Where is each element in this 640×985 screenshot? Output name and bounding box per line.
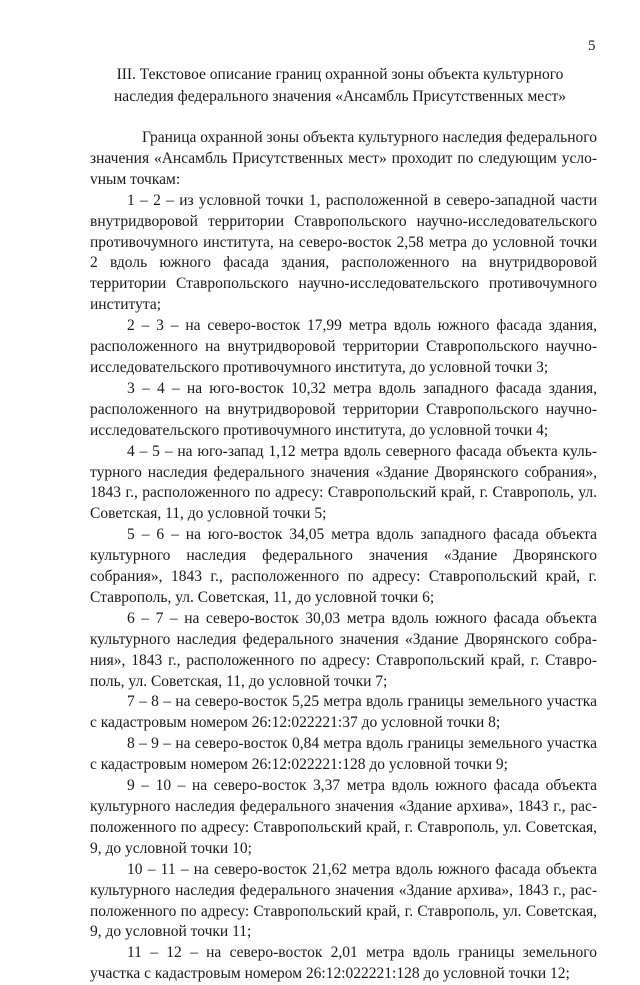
section-heading-line: наследия федерального значения «Ансамбль Присутственных мест» [114, 88, 566, 105]
boundary-point-paragraph: 3 – 4 – на юго-восток 10,32 метра вдоль западного фасада здания, расположенного на внутридворовой территории Ставропольского научно-исследовательского противочумного института, до условной точки 4; [90, 379, 597, 439]
boundary-point-paragraph: 5 – 6 – на юго-восток 34,05 метра вдоль западного фасада объекта культурного наследия федерального значения «Здание Дворянского собрания», 1843 г., расположенного по адресу: Ставропольский край, г. Ставрополь, ул. Советская, 11, до условной точки 6; [90, 526, 597, 606]
section-heading-line: III. Текстовое описание границ охранной зоны объекта культурного [116, 66, 564, 83]
boundary-point-paragraph: 1 – 2 – из условной точки 1, расположенной в северо-западной части внутридворовой территории Ставропольского научно-исследовательского противочумного института, на северо-восток 2,58 метра до условной точки 2 вдоль южного фасада здания, расположенного на внутридворовой территории Ставропольского научно-исследовательского противочумного института; [90, 191, 597, 314]
boundary-point-paragraph: 11 – 12 – на северо-восток 2,01 метра вдоль границы земельного участка с кадастровым номером 26:12:022221:128 до условной точки 12; [90, 944, 597, 983]
boundary-point-paragraph: 8 – 9 – на северо-восток 0,84 метра вдоль границы земельного участка с кадастровым номером 26:12:022221:128 до условной точки 9; [90, 735, 597, 774]
page-number: 5 [588, 38, 596, 54]
boundary-point-paragraph: 9 – 10 – на северо-восток 3,37 метра вдоль южного фасада объекта культурного наследия федерального значения «Здание архива», 1843 г., расположенного по адресу: Ставропольский край, г. Ставрополь, ул. Советская, 9, до условной точки 10; [90, 777, 597, 857]
boundary-point-paragraph: 6 – 7 – на северо-восток 30,03 метра вдоль южного фасада объекта культурного наследия федерального значения «Здание Дворянского собрания», 1843 г., расположенного по адресу: Ставропольский край, г. Ставрополь, ул. Советская, 11, до условной точки 7; [90, 609, 597, 690]
section-heading [90, 64, 590, 108]
boundary-point-paragraph: 4 – 5 – на юго-запад 1,12 метра вдоль северного фасада объекта культурного наследия федерального значения «Здание Дворянского собрания», 1843 г., расположенного по адресу: Ставропольский край, г. Ставрополь, ул. Советская, 11, до условной точки 5; [90, 442, 597, 523]
intro-paragraph: Граница охранной зоны объекта культурного наследия федерального значения «Ансамбль Присутственных мест» проходит по следующим услоvным точкам: [90, 129, 597, 188]
boundary-description [90, 128, 597, 985]
boundary-point-paragraph: 10 – 11 – на северо-восток 21,62 метра вдоль южного фасада объекта культурного наследия федерального значения «Здание архива», 1843 г., расположенного по адресу: Ставропольский край, г. Ставрополь, ул. Советская, 9, до условной точки 11; [90, 860, 597, 941]
boundary-point-paragraph: 7 – 8 – на северо-восток 5,25 метра вдоль границы земельного участка с кадастровым номером 26:12:022221:37 до условной точки 8; [90, 693, 597, 732]
boundary-point-paragraph: 2 – 3 – на северо-восток 17,99 метра вдоль южного фасада здания, расположенного на внутридворовой территории Ставропольского научно-исследовательского противочумного института, до условной точки 3; [90, 317, 597, 376]
